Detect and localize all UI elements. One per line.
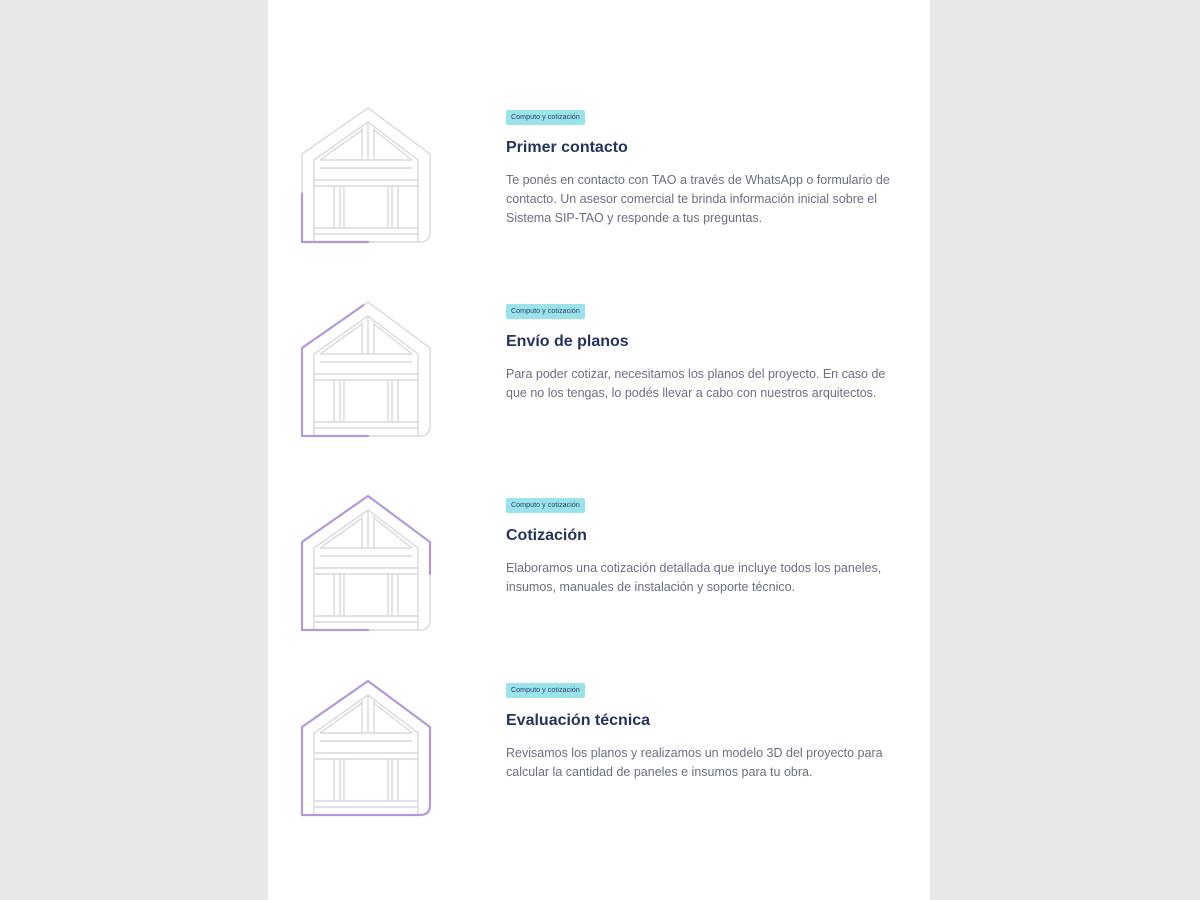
house-progress-trace	[302, 108, 430, 242]
house-progress-trace	[302, 302, 430, 436]
house-frame-line	[314, 122, 418, 242]
step-content	[506, 679, 906, 782]
house-frame-line	[314, 695, 418, 815]
category-badge: Computo y cotización	[506, 304, 585, 319]
house-outline-svg	[298, 494, 438, 634]
step-primer-contacto	[268, 106, 930, 276]
category-badge: Computo y cotización	[506, 110, 585, 125]
house-progress-trace	[302, 681, 430, 815]
step-content	[506, 106, 906, 228]
house-progress-icon	[298, 494, 438, 634]
house-frame-line	[320, 703, 362, 733]
step-title: Primer contacto	[506, 139, 628, 156]
step-description: Elaboramos una cotización detallada que incluye todos los paneles, insumos, manuales de instalación y soporte técnico.	[506, 561, 882, 594]
house-frame-line	[314, 316, 418, 436]
house-frame-line	[320, 130, 362, 160]
step-description: Te ponés en contacto con TAO a través de WhatsApp o formulario de contacto. Un asesor comercial te brinda información inicial sobre el Sistema SIP-TAO y responde a tus preguntas.	[506, 173, 890, 225]
house-frame-line	[320, 518, 362, 548]
house-frame-line	[320, 324, 362, 354]
step-evaluacion-tecnica	[268, 679, 930, 849]
house-frame-line	[374, 518, 412, 548]
page-panel	[268, 0, 930, 900]
house-progress-icon	[298, 106, 438, 246]
house-frame-line	[314, 510, 418, 630]
house-outer-outline	[302, 108, 430, 242]
category-badge: Computo y cotización	[506, 683, 585, 698]
house-outer-outline	[302, 496, 430, 630]
step-content	[506, 494, 906, 597]
house-outer-outline	[302, 681, 430, 815]
step-description: Revisamos los planos y realizamos un modelo 3D del proyecto para calcular la cantidad de paneles e insumos para tu obra.	[506, 746, 883, 779]
step-title: Evaluación técnica	[506, 712, 651, 729]
house-progress-icon	[298, 300, 438, 440]
step-title: Envío de planos	[506, 333, 629, 350]
house-outline-svg	[298, 106, 438, 246]
house-outer-outline	[302, 302, 430, 436]
step-description: Para poder cotizar, necesitamos los planos del proyecto. En caso de que no los tengas, lo podés llevar a cabo con nuestros arquitectos.	[506, 367, 886, 400]
house-frame-line	[374, 703, 412, 733]
step-cotizacion	[268, 494, 930, 664]
step-content	[506, 300, 906, 403]
step-title: Cotización	[506, 527, 587, 544]
house-frame-line	[374, 324, 412, 354]
house-progress-trace	[302, 496, 430, 630]
step-envio-de-planos	[268, 300, 930, 470]
house-outline-svg	[298, 679, 438, 819]
house-outline-svg	[298, 300, 438, 440]
house-frame-line	[374, 130, 412, 160]
house-progress-icon	[298, 679, 438, 819]
category-badge: Computo y cotización	[506, 498, 585, 513]
